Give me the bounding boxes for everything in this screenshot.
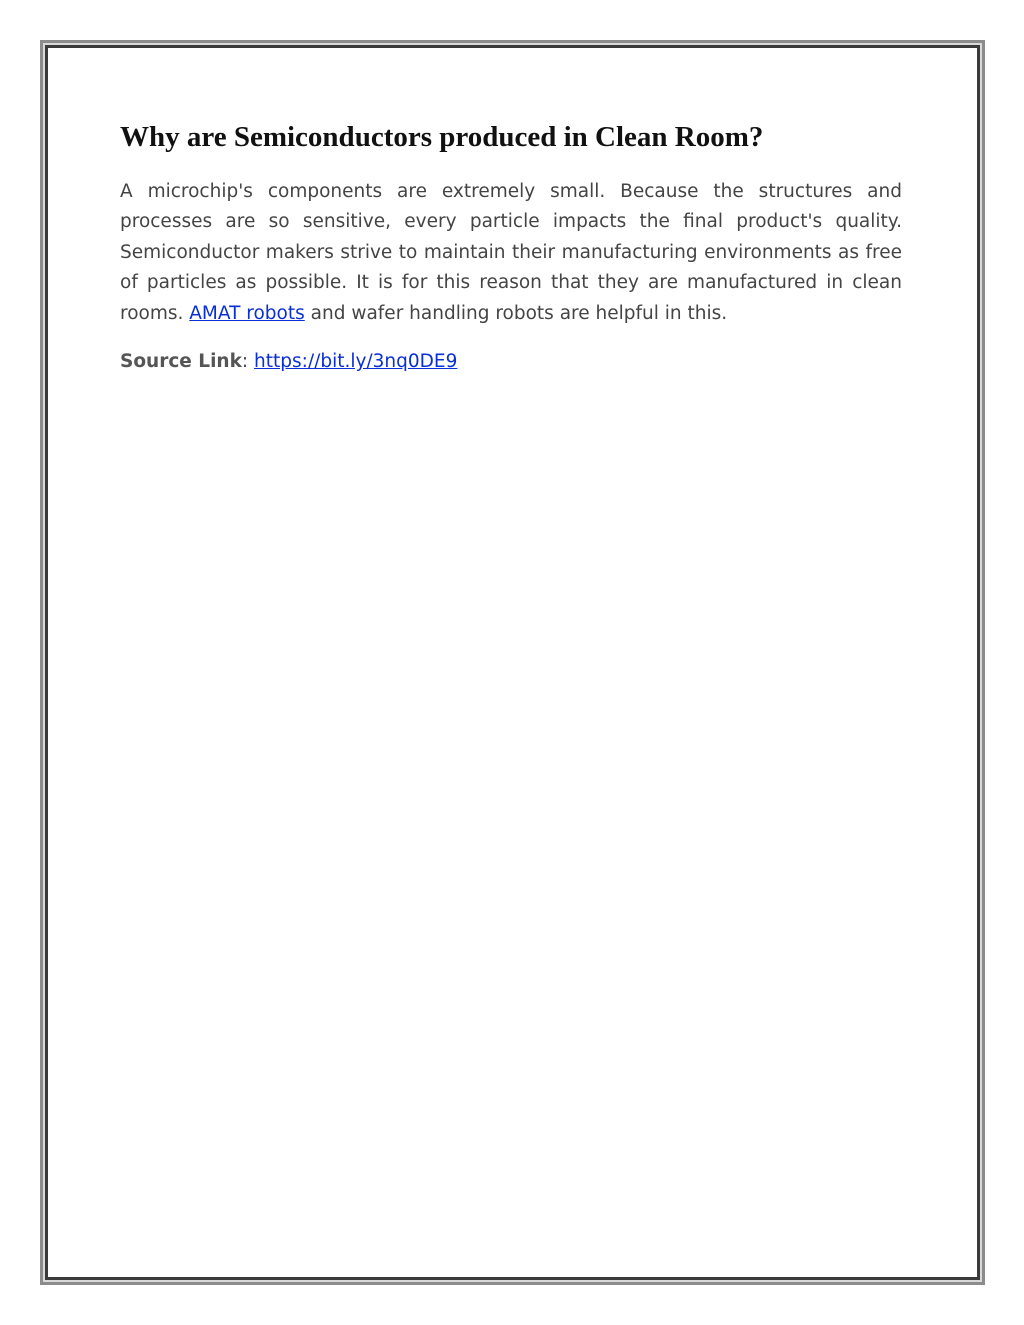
page-title: Why are Semiconductors produced in Clean Room?	[120, 121, 764, 153]
body-paragraph	[120, 177, 902, 330]
source-line	[120, 347, 902, 377]
page-content	[120, 120, 902, 377]
page	[45, 45, 980, 1280]
paragraph-text-after-link: and wafer handling robots are helpful in this.	[304, 302, 728, 324]
source-separator: :	[241, 351, 255, 373]
amat-robots-link[interactable]: AMAT robots	[189, 302, 305, 324]
source-url-link[interactable]: https://bit.ly/3nq0DE9	[254, 351, 458, 373]
page-border	[40, 40, 985, 1285]
paragraph-text-before-link: A microchip's components are extremely small. Because the structures and processes are so sensitive, every particle impacts the final product's quality. Semiconductor makers strive to maintain their manufacturing environments as free of particles as possible. It is for this reason that they are manufactured in clean rooms.	[120, 180, 902, 324]
page-border-mid	[43, 43, 982, 1282]
source-label: Source Link	[120, 351, 242, 373]
